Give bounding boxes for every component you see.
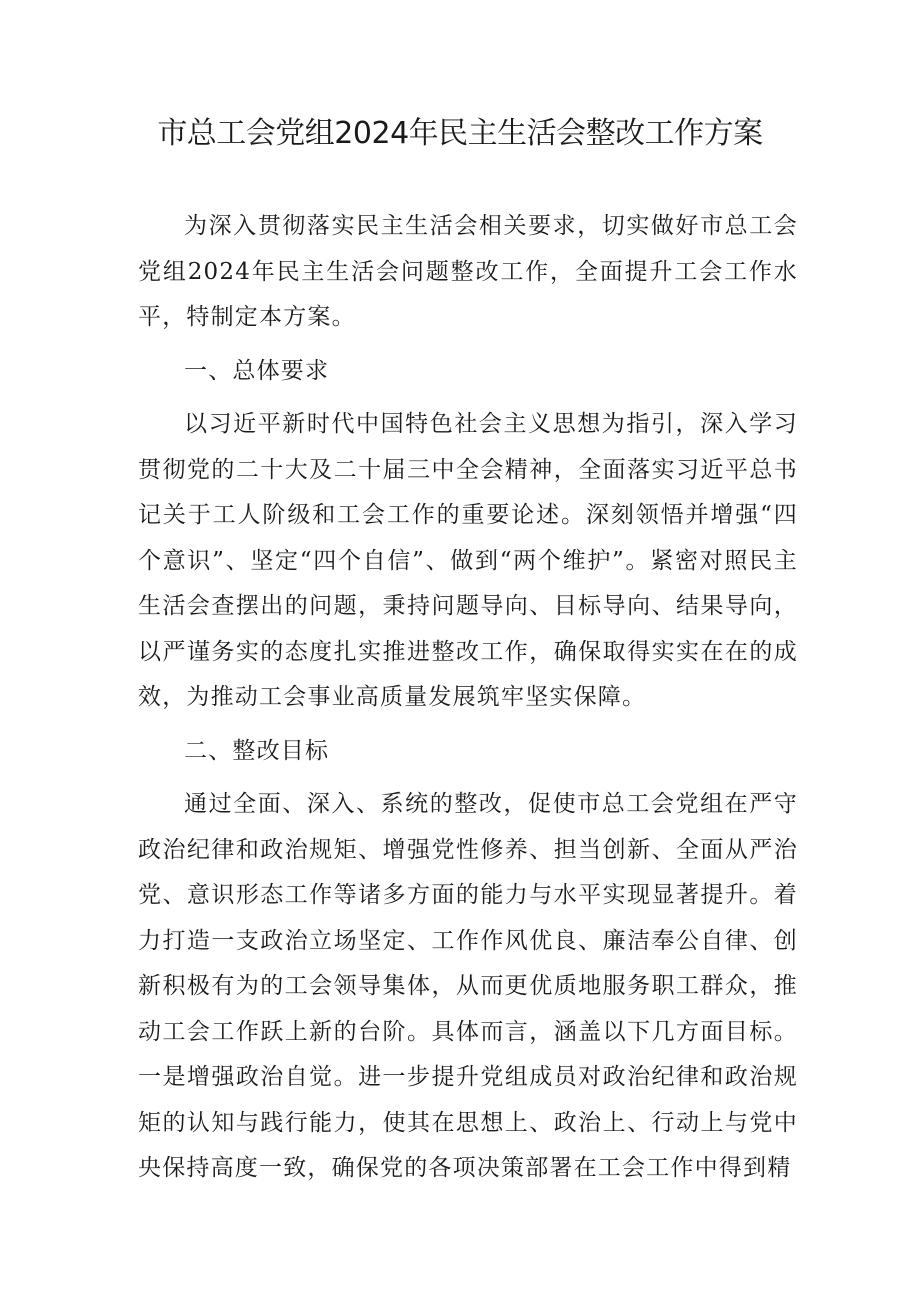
section-heading-overall-requirements: 一、总体要求 bbox=[184, 357, 330, 384]
paragraph-rectification-goals: 通过全面、深入、系统的整改，促使市总工会党组在严守政治纪律和政治规矩、增强党性修养、担当创新、全面从严治党、意识形态工作等诸多方面的能力与水平实现显著提升。着力打造一支政治立场坚定、工作作风优良、廉洁奉公自律、创新积极有为的工会领导集体，从而更优质地服务职工群众，推动工会工作跃上新的台阶。具体而言，涵盖以下几方面目标。一是增强政治自觉。进一步提升党组成员对政治纪律和政治规矩的认知与践行能力，使其在思想上、政治上、行动上与党中央保持高度一致，确保党的各项决策部署在工会工作中得到精 bbox=[138, 791, 798, 1181]
section-heading-rectification-goals: 二、整改目标 bbox=[184, 737, 330, 764]
paragraph-intro: 为深入贯彻落实民主生活会相关要求，切实做好市总工会党组2024年民主生活会问题整改工作，全面提升工会工作水平，特制定本方案。 bbox=[138, 213, 798, 330]
document-title: 市总工会党组2024年民主生活会整改工作方案 bbox=[157, 116, 763, 151]
document-body bbox=[138, 204, 798, 1192]
paragraph-overall-requirements: 以习近平新时代中国特色社会主义思想为指引，深入学习贯彻党的二十大及二十届三中全会精神，全面落实习近平总书记关于工人阶级和工会工作的重要论述。深刻领悟并增强“四个意识”、坚定“四个自信”、做到“两个维护”。紧密对照民主生活会查摆出的问题，秉持问题导向、目标导向、结果导向，以严谨务实的态度扎实推进整改工作，确保取得实实在在的成效，为推动工会事业高质量发展筑牢坚实保障。 bbox=[138, 411, 798, 710]
